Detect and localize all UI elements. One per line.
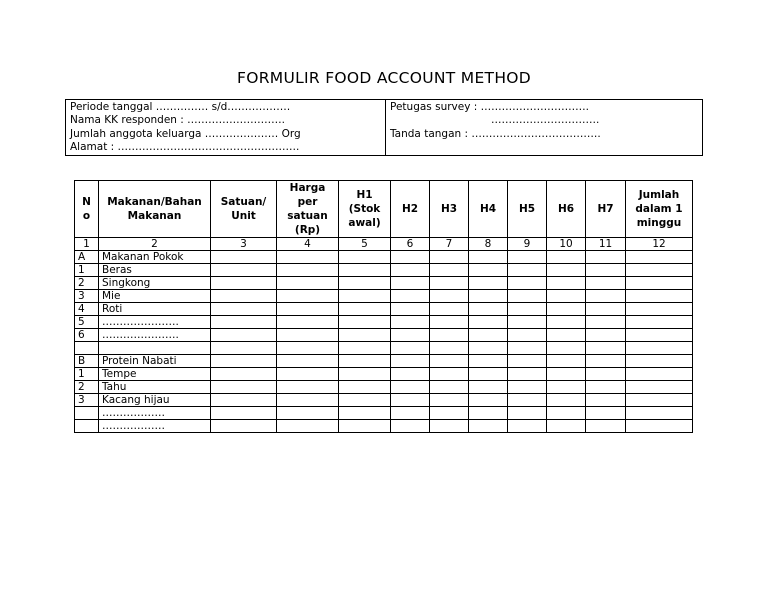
entry-cell[interactable] <box>508 407 547 420</box>
column-number: 10 <box>547 238 586 251</box>
column-number: 12 <box>626 238 693 251</box>
entry-cell[interactable] <box>391 303 430 316</box>
entry-cell[interactable] <box>469 368 508 381</box>
period-field[interactable]: Periode tanggal …………… s/d……………… <box>70 101 291 113</box>
row-number: B <box>75 355 99 368</box>
header-h2: H2 <box>391 181 430 238</box>
table-row <box>75 303 693 316</box>
header-unit: Satuan/ Unit <box>211 181 277 238</box>
entry-cell[interactable] <box>211 303 277 316</box>
entry-cell[interactable] <box>391 290 430 303</box>
entry-cell[interactable] <box>277 368 339 381</box>
food-account-table <box>74 180 693 433</box>
entry-cell[interactable] <box>469 394 508 407</box>
entry-cell[interactable] <box>547 394 586 407</box>
respondent-info-right <box>386 100 702 155</box>
food-item-name: Beras <box>99 264 211 277</box>
entry-cell[interactable] <box>586 381 626 394</box>
food-item-name: …………………. <box>99 329 211 342</box>
row-number: 2 <box>75 277 99 290</box>
surveyor-field-continued[interactable]: …………………………. <box>491 114 600 127</box>
entry-cell[interactable] <box>586 342 626 355</box>
form-title: FORMULIR FOOD ACCOUNT METHOD <box>236 69 532 87</box>
entry-cell[interactable] <box>277 290 339 303</box>
entry-cell[interactable] <box>277 407 339 420</box>
entry-cell[interactable] <box>469 303 508 316</box>
header-h1: H1 (Stok awal) <box>339 181 391 238</box>
entry-cell[interactable] <box>469 264 508 277</box>
respondent-info-left <box>66 100 386 155</box>
table-row <box>75 251 693 264</box>
entry-cell[interactable] <box>586 251 626 264</box>
entry-cell[interactable] <box>508 316 547 329</box>
food-item-name: Tahu <box>99 381 211 394</box>
entry-cell[interactable] <box>211 316 277 329</box>
entry-cell[interactable] <box>547 355 586 368</box>
entry-cell[interactable] <box>391 394 430 407</box>
entry-cell[interactable] <box>626 303 693 316</box>
entry-cell[interactable] <box>586 355 626 368</box>
entry-cell[interactable] <box>586 407 626 420</box>
table-row <box>75 277 693 290</box>
entry-cell[interactable] <box>391 277 430 290</box>
entry-cell[interactable] <box>547 329 586 342</box>
row-number: 5 <box>75 316 99 329</box>
entry-cell[interactable] <box>586 303 626 316</box>
entry-cell[interactable] <box>277 342 339 355</box>
entry-cell[interactable] <box>469 329 508 342</box>
header-price: Harga per satuan (Rp) <box>277 181 339 238</box>
entry-cell[interactable] <box>430 368 469 381</box>
row-number: 2 <box>75 381 99 394</box>
column-number: 1 <box>75 238 99 251</box>
entry-cell[interactable] <box>211 342 277 355</box>
row-number <box>75 407 99 420</box>
entry-cell[interactable] <box>211 407 277 420</box>
entry-cell[interactable] <box>277 316 339 329</box>
entry-cell[interactable] <box>508 342 547 355</box>
entry-cell[interactable] <box>508 329 547 342</box>
entry-cell[interactable] <box>339 277 391 290</box>
food-item-name: Roti <box>99 303 211 316</box>
entry-cell[interactable] <box>508 290 547 303</box>
entry-cell[interactable] <box>211 420 277 433</box>
entry-cell[interactable] <box>391 381 430 394</box>
entry-cell[interactable] <box>339 251 391 264</box>
family-members-field[interactable]: Jumlah anggota keluarga ………………… Org <box>70 127 301 140</box>
row-number: A <box>75 251 99 264</box>
column-number: 3 <box>211 238 277 251</box>
food-item-name: ……………… <box>99 407 211 420</box>
food-item-name: ……………… <box>99 420 211 433</box>
column-number-row <box>75 238 693 251</box>
header-h7: H7 <box>586 181 626 238</box>
food-item-name: Makanan Pokok <box>99 251 211 264</box>
entry-cell[interactable] <box>430 316 469 329</box>
header-h5: H5 <box>508 181 547 238</box>
entry-cell[interactable] <box>339 264 391 277</box>
entry-cell[interactable] <box>547 251 586 264</box>
entry-cell[interactable] <box>339 407 391 420</box>
entry-cell[interactable] <box>391 355 430 368</box>
entry-cell[interactable] <box>391 420 430 433</box>
entry-cell[interactable] <box>547 290 586 303</box>
table-row <box>75 368 693 381</box>
table-row <box>75 342 693 355</box>
entry-cell[interactable] <box>430 420 469 433</box>
entry-cell[interactable] <box>469 407 508 420</box>
table-row <box>75 316 693 329</box>
column-number: 9 <box>508 238 547 251</box>
entry-cell[interactable] <box>430 251 469 264</box>
entry-cell[interactable] <box>469 381 508 394</box>
entry-cell[interactable] <box>586 368 626 381</box>
entry-cell[interactable] <box>626 394 693 407</box>
entry-cell[interactable] <box>626 407 693 420</box>
entry-cell[interactable] <box>430 381 469 394</box>
entry-cell[interactable] <box>277 277 339 290</box>
entry-cell[interactable] <box>391 251 430 264</box>
entry-cell[interactable] <box>277 264 339 277</box>
entry-cell[interactable] <box>339 290 391 303</box>
entry-cell[interactable] <box>211 290 277 303</box>
entry-cell[interactable] <box>508 277 547 290</box>
entry-cell[interactable] <box>211 251 277 264</box>
info-blank-line <box>390 141 702 154</box>
header-h4: H4 <box>469 181 508 238</box>
column-number: 11 <box>586 238 626 251</box>
entry-cell[interactable] <box>626 342 693 355</box>
entry-cell[interactable] <box>277 329 339 342</box>
header-h3: H3 <box>430 181 469 238</box>
header-food: Makanan/Bahan Makanan <box>99 181 211 238</box>
entry-cell[interactable] <box>277 355 339 368</box>
food-item-name: Singkong <box>99 277 211 290</box>
row-number: 6 <box>75 329 99 342</box>
entry-cell[interactable] <box>430 303 469 316</box>
entry-cell[interactable] <box>211 381 277 394</box>
header-weekly-total: Jumlah dalam 1 minggu <box>626 181 693 238</box>
entry-cell[interactable] <box>277 394 339 407</box>
entry-cell[interactable] <box>508 368 547 381</box>
entry-cell[interactable] <box>547 342 586 355</box>
entry-cell[interactable] <box>469 251 508 264</box>
entry-cell[interactable] <box>430 264 469 277</box>
entry-cell[interactable] <box>211 329 277 342</box>
entry-cell[interactable] <box>277 420 339 433</box>
entry-cell[interactable] <box>430 290 469 303</box>
row-number: 4 <box>75 303 99 316</box>
household-head-name-field[interactable]: Nama KK responden : ………………………. <box>70 114 285 127</box>
entry-cell[interactable] <box>626 355 693 368</box>
entry-cell[interactable] <box>626 277 693 290</box>
food-item-name: Kacang hijau <box>99 394 211 407</box>
table-row <box>75 329 693 342</box>
entry-cell[interactable] <box>339 368 391 381</box>
entry-cell[interactable] <box>391 316 430 329</box>
entry-cell[interactable] <box>586 329 626 342</box>
entry-cell[interactable] <box>626 381 693 394</box>
food-item-name: Tempe <box>99 368 211 381</box>
signature-field[interactable]: Tanda tangan : ………………………………. <box>390 127 601 140</box>
row-number <box>75 342 99 355</box>
surveyor-field[interactable]: Petugas survey : …………………………. <box>390 101 589 113</box>
address-field[interactable]: Alamat : ……………………………………………. <box>70 141 300 154</box>
entry-cell[interactable] <box>277 303 339 316</box>
entry-cell[interactable] <box>211 277 277 290</box>
entry-cell[interactable] <box>547 407 586 420</box>
column-number: 7 <box>430 238 469 251</box>
entry-cell[interactable] <box>430 407 469 420</box>
entry-cell[interactable] <box>626 316 693 329</box>
entry-cell[interactable] <box>277 251 339 264</box>
header-h6: H6 <box>547 181 586 238</box>
entry-cell[interactable] <box>586 277 626 290</box>
entry-cell[interactable] <box>547 381 586 394</box>
entry-cell[interactable] <box>339 316 391 329</box>
entry-cell[interactable] <box>339 394 391 407</box>
food-item-name: …………………. <box>99 316 211 329</box>
entry-cell[interactable] <box>508 381 547 394</box>
table-row <box>75 420 693 433</box>
entry-cell[interactable] <box>430 329 469 342</box>
entry-cell[interactable] <box>211 394 277 407</box>
entry-cell[interactable] <box>339 381 391 394</box>
entry-cell[interactable] <box>508 264 547 277</box>
entry-cell[interactable] <box>277 381 339 394</box>
row-number <box>75 420 99 433</box>
column-number: 6 <box>391 238 430 251</box>
table-row <box>75 264 693 277</box>
entry-cell[interactable] <box>586 394 626 407</box>
entry-cell[interactable] <box>586 264 626 277</box>
column-number: 4 <box>277 238 339 251</box>
row-number: 1 <box>75 264 99 277</box>
entry-cell[interactable] <box>469 342 508 355</box>
table-header-row <box>75 181 693 238</box>
entry-cell[interactable] <box>469 355 508 368</box>
row-number: 3 <box>75 394 99 407</box>
entry-cell[interactable] <box>586 316 626 329</box>
entry-cell[interactable] <box>508 394 547 407</box>
entry-cell[interactable] <box>508 303 547 316</box>
entry-cell[interactable] <box>391 342 430 355</box>
entry-cell[interactable] <box>626 329 693 342</box>
entry-cell[interactable] <box>391 329 430 342</box>
table-row <box>75 355 693 368</box>
entry-cell[interactable] <box>547 264 586 277</box>
column-number: 8 <box>469 238 508 251</box>
entry-cell[interactable] <box>391 368 430 381</box>
entry-cell[interactable] <box>430 394 469 407</box>
food-item-name <box>99 342 211 355</box>
entry-cell[interactable] <box>586 290 626 303</box>
food-item-name: Protein Nabati <box>99 355 211 368</box>
entry-cell[interactable] <box>430 355 469 368</box>
food-item-name: Mie <box>99 290 211 303</box>
entry-cell[interactable] <box>211 368 277 381</box>
entry-cell[interactable] <box>508 355 547 368</box>
entry-cell[interactable] <box>391 407 430 420</box>
entry-cell[interactable] <box>586 420 626 433</box>
respondent-info-box <box>65 99 703 156</box>
column-number: 5 <box>339 238 391 251</box>
row-number: 3 <box>75 290 99 303</box>
table-row <box>75 407 693 420</box>
entry-cell[interactable] <box>339 342 391 355</box>
entry-cell[interactable] <box>469 277 508 290</box>
entry-cell[interactable] <box>430 277 469 290</box>
entry-cell[interactable] <box>508 251 547 264</box>
entry-cell[interactable] <box>339 303 391 316</box>
column-number: 2 <box>99 238 211 251</box>
entry-cell[interactable] <box>626 251 693 264</box>
table-row <box>75 290 693 303</box>
entry-cell[interactable] <box>469 290 508 303</box>
entry-cell[interactable] <box>626 264 693 277</box>
entry-cell[interactable] <box>391 264 430 277</box>
entry-cell[interactable] <box>469 316 508 329</box>
entry-cell[interactable] <box>626 290 693 303</box>
entry-cell[interactable] <box>547 368 586 381</box>
entry-cell[interactable] <box>626 420 693 433</box>
table-row <box>75 394 693 407</box>
entry-cell[interactable] <box>547 277 586 290</box>
row-number: 1 <box>75 368 99 381</box>
entry-cell[interactable] <box>339 420 391 433</box>
entry-cell[interactable] <box>430 342 469 355</box>
entry-cell[interactable] <box>626 368 693 381</box>
entry-cell[interactable] <box>339 329 391 342</box>
entry-cell[interactable] <box>547 316 586 329</box>
header-no: N o <box>75 181 99 238</box>
entry-cell[interactable] <box>211 264 277 277</box>
entry-cell[interactable] <box>211 355 277 368</box>
entry-cell[interactable] <box>547 303 586 316</box>
entry-cell[interactable] <box>508 420 547 433</box>
table-row <box>75 381 693 394</box>
entry-cell[interactable] <box>469 420 508 433</box>
entry-cell[interactable] <box>339 355 391 368</box>
entry-cell[interactable] <box>547 420 586 433</box>
